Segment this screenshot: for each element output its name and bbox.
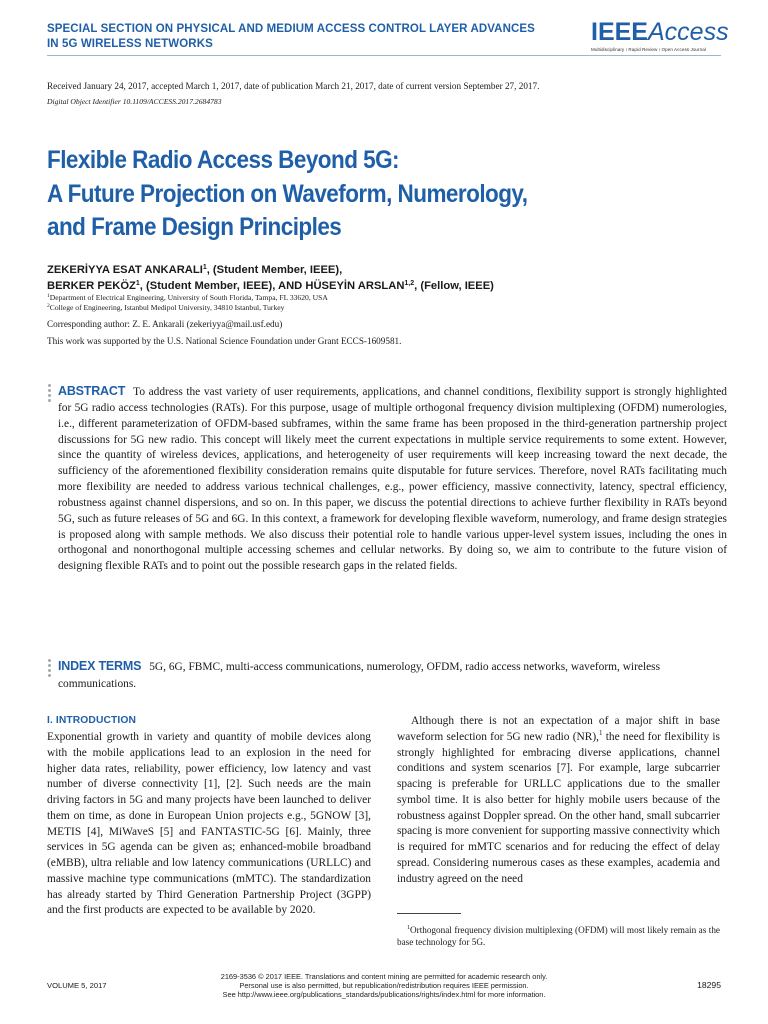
paper-title: [47, 144, 623, 245]
section-heading-introduction: I. INTRODUCTION: [47, 715, 137, 726]
index-terms: [58, 658, 727, 693]
affiliations: [47, 293, 328, 313]
author-affil-sup: 1: [202, 264, 207, 271]
special-section-title: [47, 22, 567, 52]
index-terms-text: 5G, 6G, FBMC, multi-access communications, numerology, OFDM, radio access networks, waveform, wireless communications.: [58, 661, 661, 690]
body-column-right: [397, 714, 720, 887]
footnote-divider: [397, 913, 461, 914]
doi: Digital Object Identifier 10.1109/ACCESS.2017.2684783: [47, 97, 222, 106]
author-name: BERKER PEKÖZ: [47, 280, 136, 292]
logo-tagline: Multidisciplinary ⁝ Rapid Review ⁝ Open Access Journal: [591, 47, 706, 52]
received-dates: Received January 24, 2017, accepted March 1, 2017, date of publication March 21, 2017, date of current version September 27, 2017.: [47, 81, 540, 91]
affiliation-item: $^1$Department of Electrical Engineering, University of South Florida, Tampa, FL 33620, USA: [47, 293, 328, 302]
logo-ieee-text: IEEE: [591, 18, 648, 46]
author-name: ZEKERİYYA ESAT ANKARALI: [47, 264, 203, 276]
abstract-dots-icon: [48, 384, 52, 404]
page-number: 18295: [697, 980, 721, 990]
author-line2: [47, 278, 721, 294]
author-role: , (Fellow, IEEE): [414, 280, 494, 292]
footnote-ref: 1: [599, 728, 603, 737]
author-affil-sup: 1: [135, 280, 140, 287]
footnote-number: 1: [407, 925, 410, 931]
corresponding-author: Corresponding author: Z. E. Ankarali (zekeriyya@mail.usf.edu): [47, 319, 283, 329]
body-text: Although there is not an expectation of a major shift in base waveform selection for 5G new radio (NR),: [397, 715, 720, 743]
title-line3: and Frame Design Principles: [47, 213, 342, 241]
copyright-notice: 2169-3536 © 2017 IEEE. Translations and content mining are permitted for academic research only. Personal use is also permitted, but republication/redistribution requires IEEE permission. See http://www.ieee.org/publications_standards/publications/rights/index.html for more information.: [220, 972, 548, 999]
affiliation-item: $^2$College of Engineering, Istanbul Medipol University, 34810 Istanbul, Turkey: [47, 303, 285, 312]
author-affil-sup: 1,2: [404, 280, 415, 287]
abstract-label: ABSTRACT: [58, 384, 126, 398]
index-terms-label: INDEX TERMS: [58, 659, 142, 673]
author-name: HÜSEYİN ARSLAN: [305, 280, 405, 292]
funding-note: This work was supported by the U.S. National Science Foundation under Grant ECCS-1609581.: [47, 336, 402, 346]
special-section-line2: IN 5G WIRELESS NETWORKS: [47, 38, 213, 50]
title-line2: A Future Projection on Waveform, Numerology,: [47, 179, 528, 208]
abstract: [58, 384, 727, 575]
title-line1: Flexible Radio Access Beyond 5G:: [47, 146, 400, 174]
logo-access-text: Access: [647, 18, 729, 46]
abstract-text: To address the vast variety of user requirements, applications, and channel conditions, flexibility support is strongly highlighted for 5G radio access technologies (RATs). For this purpose, usage of multiple orthogonal frequency division multiplexing (OFDM) numerologies, i.e., different parameterization of OFDM-based subframes, within the same frame has been proposed in the third-generation partnership project discussions for 5G new radio. This concept will likely meet the current expectations in multiple service requirements to some extent. However, since the quantity of wireless devices, applications, and heterogeneity of user requirements will keep increasing toward the next decade, the sufficiency of the aforementioned flexibility consideration remains quite disputable for future services. Therefore, novel RATs facilitating much more flexibility are needed to address various technical challenges, e.g., power efficiency, massive connectivity, latency, spectral efficiency, robustness against channel dispersions, and so on. In this paper, we discuss the potential directions to achieve further flexibility in RATs beyond 5G, such as future releases of 5G and 6G. In this context, a framework for developing flexible waveform, numerology, and frame design strategies is proposed along with sample methods. We also discuss their potential role to handle various upper-level system issues, including the ones in orthogonal and nonorthogonal multiple accessing schemes and cellular networks. By doing so, we aim to contribute to the future vision of designing flexible RATs and to point out the possible research gaps in the related fields.: [58, 386, 727, 573]
author-list: [47, 262, 721, 294]
ieee-access-logo: [591, 18, 729, 53]
volume-info: VOLUME 5, 2017: [47, 981, 107, 990]
header-divider: [47, 55, 721, 56]
author-role: , (Student Member, IEEE), AND: [139, 280, 306, 292]
author-role: , (Student Member, IEEE),: [206, 264, 343, 276]
special-section-line1: SPECIAL SECTION ON PHYSICAL AND MEDIUM ACCESS CONTROL LAYER ADVANCES: [47, 23, 535, 35]
author-line1: [47, 262, 721, 278]
index-terms-dots-icon: [48, 659, 52, 679]
body-column-left: Exponential growth in variety and quantity of mobile devices along with the mobile applications lead to an explosion in the need for higher data rates, reliability, power efficiency, low latency and vast number of diverse connectivity [1], [2]. Such needs are the main driving factors in 5G and many projects have been launched to deliver them on time, as done in European Union projects e.g., 5GNOW [3], METIS [4], MiWaveS [5] and FANTASTIC-5G [6]. Mainly, three services in 5G agenda can be given as; enhanced-mobile broadband (eMBB), ultra reliable and low latency communications (URLLC) and massive machine type communications (mMTC). The standardization has already started by Third Generation Partnership Project (3GPP) and the first products are expected to be available by 2020.: [47, 731, 371, 917]
footnote: [397, 924, 720, 948]
body-text: the need for flexibility is strongly highlighted for embracing diverse applications, channel conditions and system scenarios [7]. For example, large subcarrier spacing is preferable for URLLC applications due to the smaller symbol time. It is also better for highly mobile users because of the robustness against Doppler spread. On the other hand, small subcarrier spacing is more convenient for supporting massive connectivity which is required for mMTC scenarios and for reducing the effect of delay spread. Considering numerous cases as these examples, academia and industry agreed on the need: [397, 730, 720, 885]
footnote-text: Orthogonal frequency division multiplexing (OFDM) will most likely remain as the base technology for 5G.: [397, 925, 720, 948]
